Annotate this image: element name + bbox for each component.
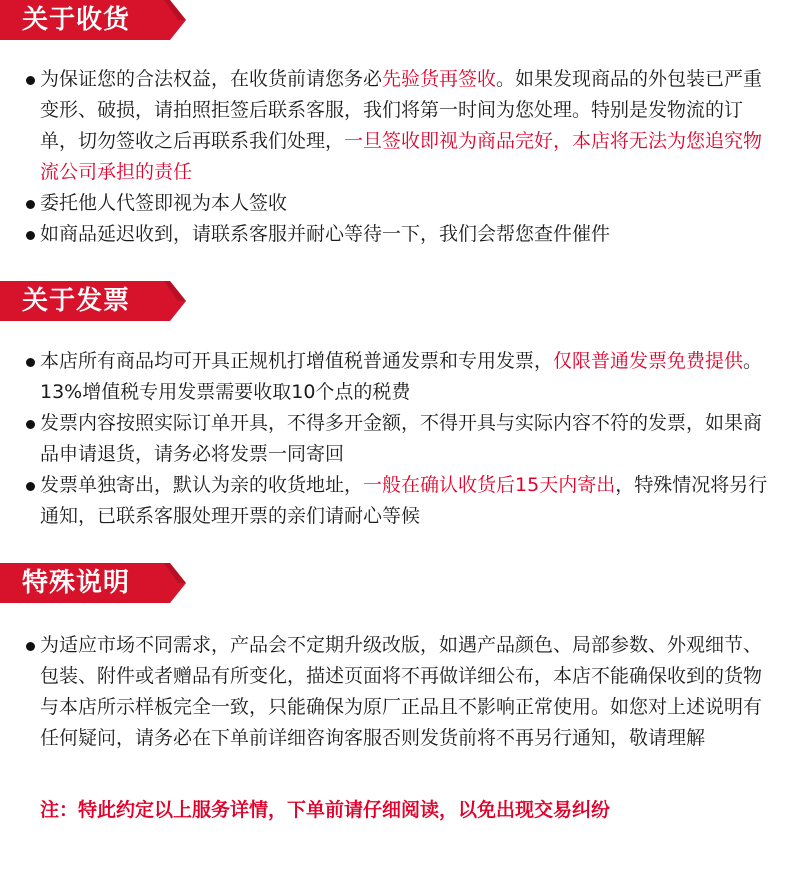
bullet-dot bbox=[26, 76, 35, 85]
list-item bbox=[40, 64, 768, 188]
item-text-highlight: 一旦签收即视为商品完好，本店将无法为您追究物流公司承担的责任 bbox=[40, 130, 763, 183]
bullet-dot bbox=[26, 200, 35, 209]
item-text: 。如果发现商品的外包装已严重变形、破损，请拍照拒签后联系客服，我们将第一时间为您处理。特别是发物流的订单，切勿签收之后再联系我们处理， bbox=[40, 68, 763, 152]
bullet-dot bbox=[26, 358, 35, 367]
section-title: 关于收货 bbox=[22, 5, 131, 35]
item-text: 发票单独寄出，默认为亲的收货地址， bbox=[40, 474, 364, 496]
item-text: 为保证您的合法权益，在收货前请您务必 bbox=[40, 68, 383, 90]
section-title: 关于发票 bbox=[22, 286, 131, 316]
item-text: 为适应市场不同需求，产品会不定期升级改版，如遇产品颜色、局部参数、外观细节、包装、附件或者赠品有所变化，描述页面将不再做详细公布，本店不能确保收到的货物与本店所示样板完全一致，只能确保为原厂正品且不影响正常使用。如您对上述说明有任何疑问，请务必在下单前详细咨询客服否则发货前将不再另行通知，敬请理解 bbox=[40, 634, 763, 749]
bullet-dot bbox=[26, 231, 35, 240]
list-item bbox=[40, 630, 768, 754]
bullet-dot bbox=[26, 482, 35, 491]
item-text: 如商品延迟收到，请联系客服并耐心等待一下，我们会帮您查件催件 bbox=[40, 223, 611, 245]
list-item bbox=[40, 219, 768, 250]
list-item bbox=[40, 346, 768, 408]
item-text: 委托他人代签即视为本人签收 bbox=[40, 192, 288, 214]
bullet-dot bbox=[26, 642, 35, 651]
section-header-receiving bbox=[0, 0, 186, 40]
item-text-highlight: 一般在确认收货后15天内寄出 bbox=[363, 474, 616, 496]
item-text: 本店所有商品均可开具正规机打增值税普通发票和专用发票， bbox=[40, 350, 554, 372]
list-item bbox=[40, 188, 768, 219]
section-header-invoice bbox=[0, 281, 186, 321]
section-title: 特殊说明 bbox=[22, 568, 131, 598]
item-text: 发票内容按照实际订单开具，不得多开金额，不得开具与实际内容不符的发票，如果商品申请退货，请务必将发票一同寄回 bbox=[40, 412, 763, 465]
item-text-highlight: 仅限普通发票免费提供 bbox=[553, 350, 744, 372]
item-text: ，特殊情况将另行通知，已联系客服处理开票的亲们请耐心等候 bbox=[40, 474, 768, 527]
list-item bbox=[40, 408, 768, 470]
bullet-dot bbox=[26, 420, 35, 429]
list-item bbox=[40, 470, 768, 532]
item-text: 。13%增值税专用发票需要收取10个点的税费 bbox=[40, 350, 763, 403]
disclaimer-note: 注：特此约定以上服务详情，下单前请仔细阅读，以免出现交易纠纷 bbox=[40, 799, 611, 821]
item-text-highlight: 先验货再签收 bbox=[382, 68, 497, 90]
section-header-special-notes bbox=[0, 563, 186, 603]
